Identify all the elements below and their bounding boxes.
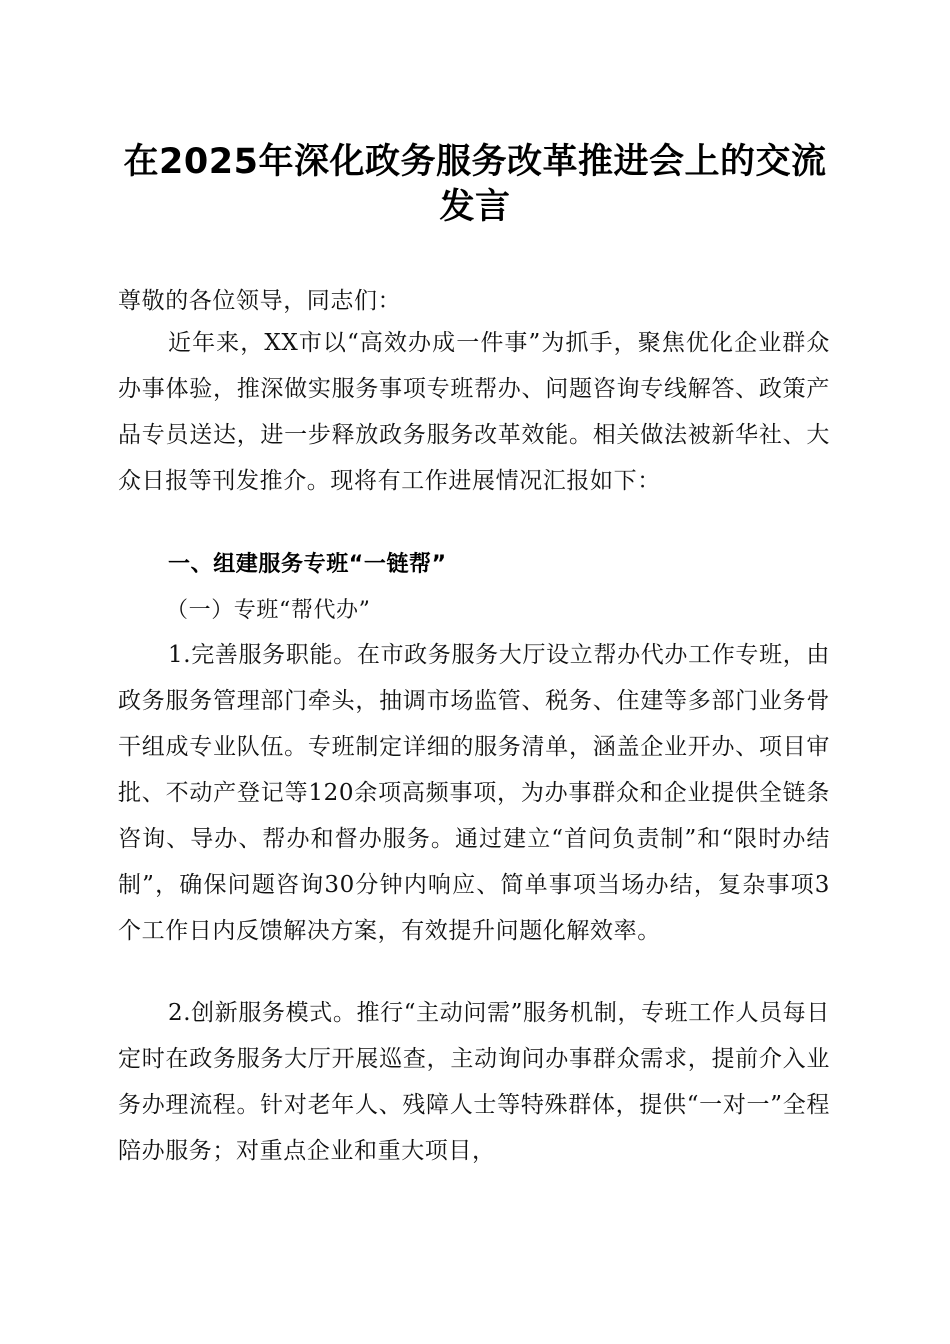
paragraph-item-1: 1.完善服务职能。在市政务服务大厅设立帮办代办工作专班，由政务服务管理部门牵头，抽调市场监管、税务、住建等多部门业务骨干组成专业队伍。专班制定详细的服务清单，涵盖企业开办、项目审批、不动产登记等120余项高频事项，为办事群众和企业提供全链条咨询、导办、帮办和督办服务。通过建立“首问负责制”和“限时办结制”，确保问题咨询30分钟内响应、简单事项当场办结，复杂事项3个工作日内反馈解决方案，有效提升问题化解效率。 (118, 642, 830, 944)
subsection-heading-1: （一）专班“帮代办” (166, 598, 371, 623)
document-title-line2: 发言 (439, 187, 511, 227)
salutation: 尊敬的各位领导，同志们： (118, 288, 402, 314)
paragraph-item-2: 2.创新服务模式。推行“主动问需”服务机制，专班工作人员每日定时在政务服务大厅开展巡查，主动询问办事群众需求，提前介入业务办理流程。针对老年人、残障人士等特殊群体，提供“一对一”全程陪办服务；对重点企业和重大项目， (118, 1000, 830, 1164)
section-heading-1: 一、组建服务专班“一链帮” (168, 552, 447, 577)
intro-paragraph: 近年来，XX市以“高效办成一件事”为抓手，聚焦优化企业群众办事体验，推深做实服务事项专班帮办、问题咨询专线解答、政策产品专员送达，进一步释放政务服务改革效能。相关做法被新华社、大众日报等刊发推介。现将有工作进展情况汇报如下： (118, 330, 830, 494)
document-title-line1: 在2025年深化政务服务改革推进会上的交流 (123, 142, 827, 182)
